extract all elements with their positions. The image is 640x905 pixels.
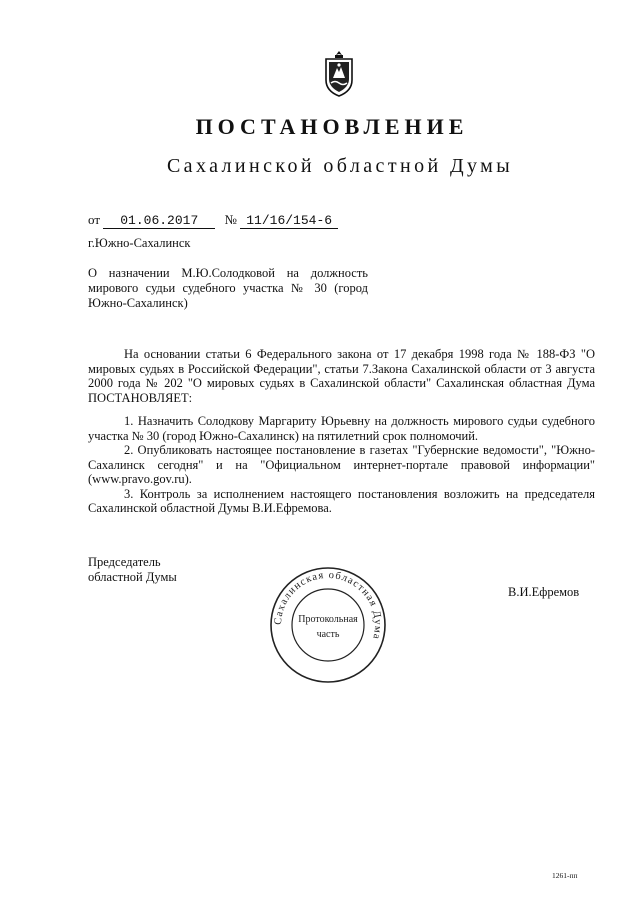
seal-outer-text: Сахалинская областная Дума	[272, 569, 384, 642]
document-title: ПОСТАНОВЛЕНИЕ	[195, 114, 469, 139]
document-date: 01.06.2017	[103, 213, 215, 229]
number-prefix: №	[224, 212, 237, 227]
document-subject: О назначении М.Ю.Солодковой на должность мирового судьи судебного участка № 30 (город Южно-Сахалинск)	[88, 266, 368, 310]
signer-position	[88, 555, 177, 585]
seal-inner-line-1: Протокольная	[298, 614, 358, 625]
preamble-paragraph: На основании статьи 6 Федерального закона от 17 декабря 1998 года № 188-ФЗ "О мировых судьях в Российской Федерации", статьи 7.Закона Сахалинской области от 3 августа 2000 года № 202 "О мировых судьях в Сахалинской области" Сахалинская областная Дума ПОСТАНОВЛЯЕТ:	[88, 347, 595, 405]
official-seal-stamp	[268, 565, 388, 685]
date-prefix: от	[88, 212, 101, 227]
resolution-item-3: 3. Контроль за исполнением настоящего постановления возложить на председателя Сахалинской областной Думы В.И.Ефремова.	[88, 486, 595, 515]
resolution-item-2: 2. Опубликовать настоящее постановление в газетах "Губернские ведомости", "Южно-Сахалинск сегодня" и на "Официальном интернет-портале правовой информации" (www.pravo.gov.ru).	[88, 443, 595, 486]
coat-of-arms-emblem	[323, 50, 355, 98]
signer-position-line-2: областной Думы	[88, 570, 177, 584]
document-body	[88, 347, 595, 516]
document-city: г.Южно-Сахалинск	[88, 236, 191, 250]
signer-position-line-1: Председатель	[88, 555, 161, 569]
seal-inner-line-2: часть	[316, 629, 340, 640]
document-number: 11/16/154-6	[240, 213, 338, 229]
document-subtitle: Сахалинской областной Думы	[166, 155, 514, 177]
resolution-item-1: 1. Назначить Солодкову Маргариту Юрьевну на должность мирового судьи судебного участка № 30 (город Южно-Сахалинск) на пятилетний срок полномочий.	[88, 414, 595, 443]
date-number-row	[88, 212, 338, 229]
footer-code: 1261-пп	[552, 871, 578, 880]
signer-name: В.И.Ефремов	[508, 585, 580, 599]
